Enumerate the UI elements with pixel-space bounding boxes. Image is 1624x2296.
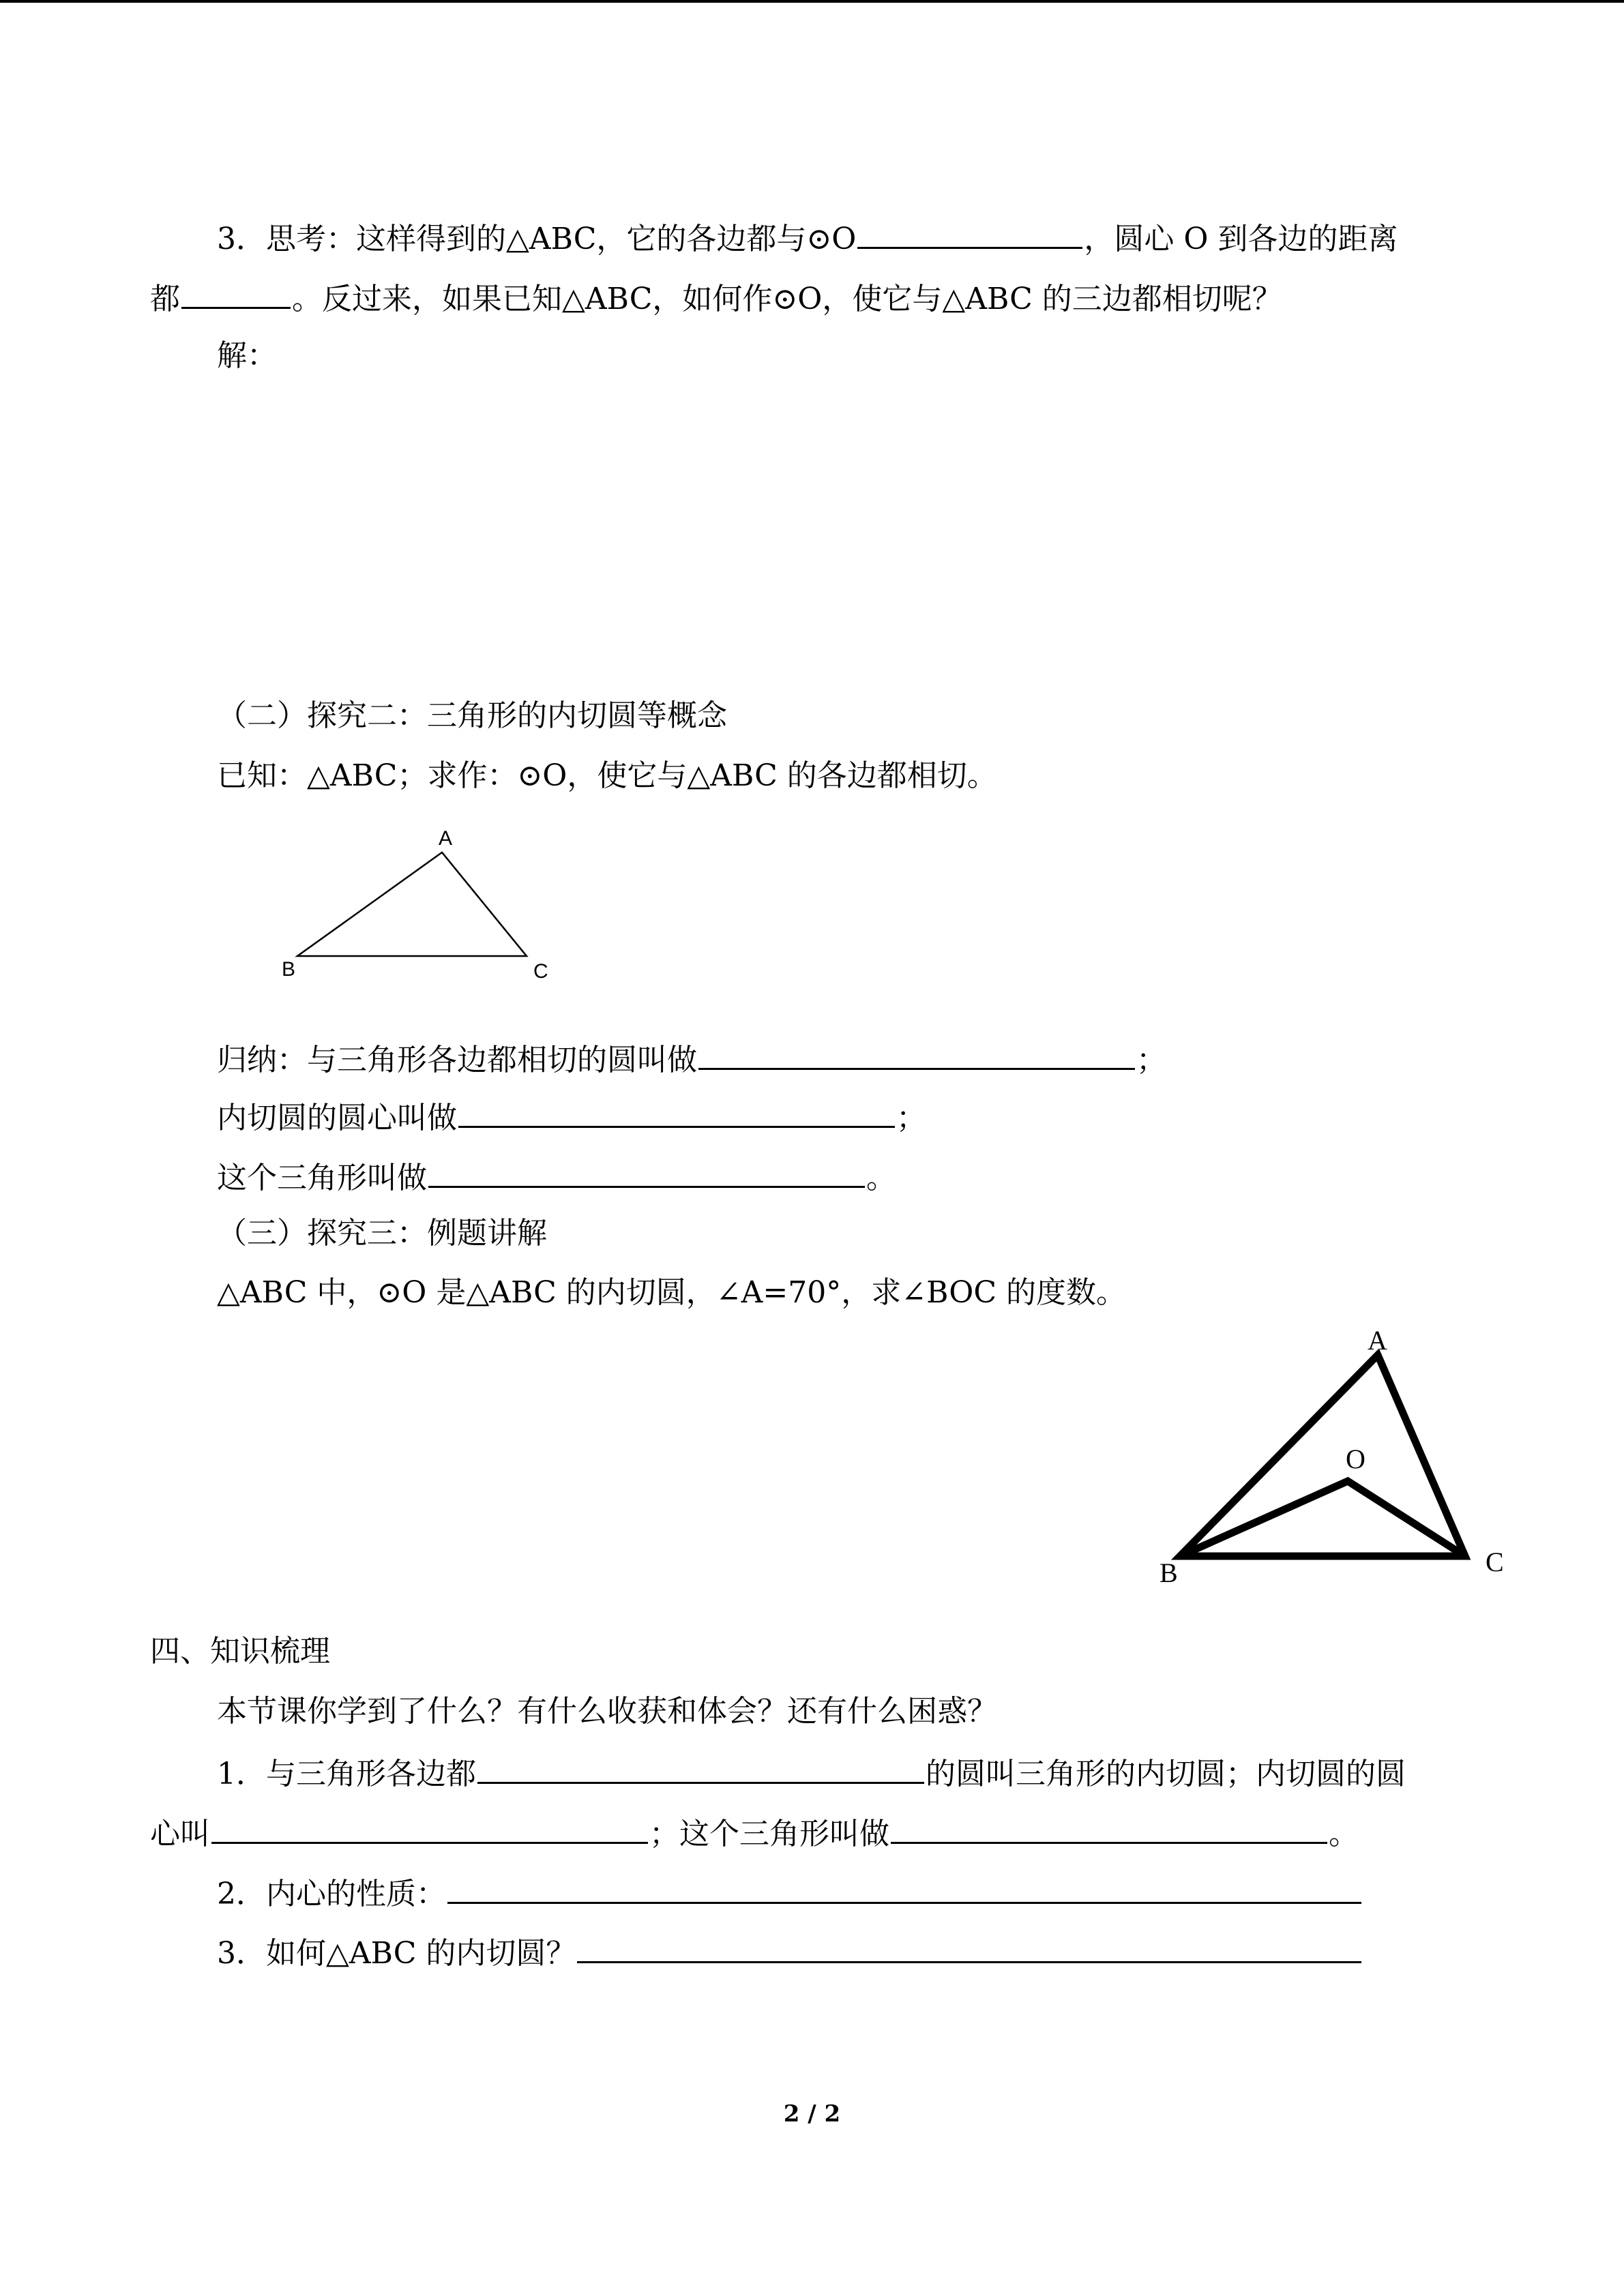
vertex-label-a: A xyxy=(439,827,453,850)
summary-text-1a: 归纳：与三角形各边都相切的圆叫做 xyxy=(217,1043,697,1077)
triangle-abc-outline xyxy=(297,852,527,956)
section4-item1-line1 xyxy=(217,1750,1406,1795)
item1-text-e: 。 xyxy=(1329,1817,1359,1851)
blank-tangent-all-sides[interactable] xyxy=(477,1750,924,1784)
vertex-label-b2: B xyxy=(1160,1557,1178,1588)
think-question-text-c: 都 xyxy=(150,282,180,316)
answer-label: 解： xyxy=(217,338,277,373)
summary-line3 xyxy=(217,1154,896,1199)
blank-tangent[interactable] xyxy=(857,215,1082,249)
item1-text-c: 心叫 xyxy=(150,1817,210,1851)
think-question-text-a: 3．思考：这样得到的△ABC，它的各边都与⊙O xyxy=(217,222,857,256)
blank-construct-incircle[interactable] xyxy=(577,1930,1361,1963)
vertex-label-b: B xyxy=(282,958,296,981)
incenter-label-o: O xyxy=(1346,1444,1365,1474)
item1-text-b: 的圆叫三角形的内切圆；内切圆的圆 xyxy=(926,1757,1406,1791)
think-question-text-b: ，圆心 O 到各边的距离 xyxy=(1084,222,1398,256)
summary-text-3a: 这个三角形叫做 xyxy=(217,1161,427,1195)
section4-heading: 四、知识梳理 xyxy=(150,1634,330,1669)
blank-triangle-term[interactable] xyxy=(891,1810,1327,1844)
summary-text-1b: ； xyxy=(1136,1043,1166,1077)
section4-item1-line2 xyxy=(150,1810,1359,1855)
explore3-problem: △ABC 中，⊙O 是△ABC 的内切圆，∠A=70°，求∠BOC 的度数。 xyxy=(217,1275,1126,1310)
vertex-label-c2: C xyxy=(1486,1547,1504,1577)
angle-boc-lines xyxy=(1180,1481,1465,1556)
page-number: 2 / 2 xyxy=(783,2100,841,2128)
triangle-figure-1 xyxy=(273,822,566,992)
think-question-line2 xyxy=(150,275,1282,320)
blank-center-name[interactable] xyxy=(211,1810,648,1844)
blank-incenter[interactable] xyxy=(458,1094,895,1128)
section4-item2 xyxy=(217,1870,1363,1915)
blank-distance[interactable] xyxy=(181,275,291,309)
think-question-text-d: 。反过来，如果已知△ABC，如何作⊙O，使它与△ABC 的三边都相切呢？ xyxy=(292,282,1282,316)
section4-prompt: 本节课你学到了什么？有什么收获和体会？还有什么困惑？ xyxy=(217,1694,997,1729)
blank-incenter-property[interactable] xyxy=(447,1870,1361,1904)
item1-text-d: ；这个三角形叫做 xyxy=(649,1817,889,1851)
summary-line2 xyxy=(217,1094,926,1139)
item3-text: 3．如何△ABC 的内切圆？ xyxy=(217,1936,576,1971)
item1-text-a: 1．与三角形各边都 xyxy=(217,1757,476,1791)
vertex-label-c: C xyxy=(533,960,548,983)
explore2-heading: （二）探究二：三角形的内切圆等概念 xyxy=(217,698,727,733)
vertex-label-a2: A xyxy=(1368,1325,1387,1356)
summary-text-2a: 内切圆的圆心叫做 xyxy=(217,1101,457,1135)
triangle-figure-2 xyxy=(1139,1316,1521,1589)
explore2-given: 已知：△ABC；求作：⊙O，使它与△ABC 的各边都相切。 xyxy=(217,758,997,793)
section4-item3 xyxy=(217,1930,1363,1974)
think-question-line1 xyxy=(217,215,1398,260)
explore3-heading: （三）探究三：例题讲解 xyxy=(217,1216,547,1251)
blank-incircle[interactable] xyxy=(698,1037,1135,1070)
summary-line1 xyxy=(217,1037,1166,1081)
item2-text: 2．内心的性质： xyxy=(217,1877,446,1911)
blank-triangle-name[interactable] xyxy=(428,1154,865,1188)
summary-text-2b: ； xyxy=(896,1101,926,1135)
top-border xyxy=(0,0,1624,3)
summary-text-3b: 。 xyxy=(866,1161,896,1195)
